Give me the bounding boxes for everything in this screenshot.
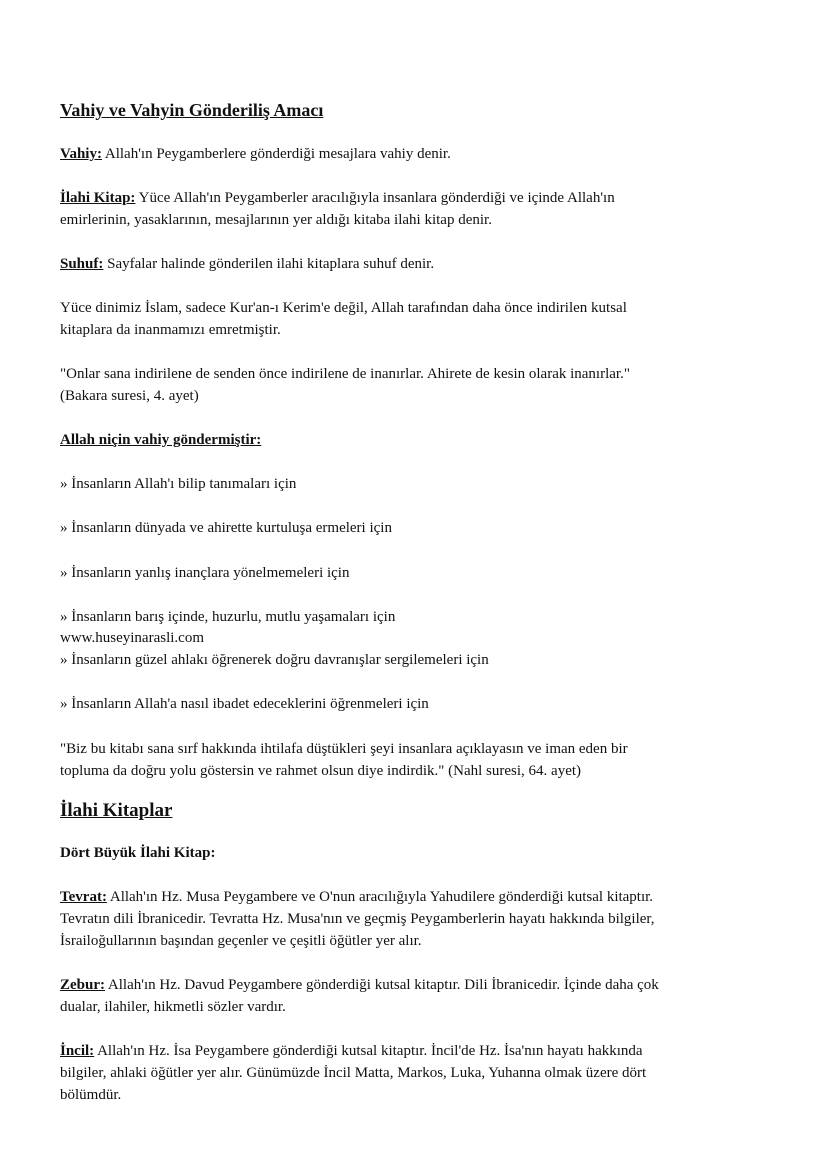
term-zebur: Zebur: [60,977,105,993]
book-tevrat-text: Allah'ın Hz. Musa Peygambere ve O'nun aracılığıyla Yahudilere gönderdiği kutsal kitaptır. [106,889,654,905]
book-zebur-text: Allah'ın Hz. Davud Peygambere gönderdiği kutsal kitaptır. Dili İbranicedir. İçinde daha çok [105,977,659,993]
book-zebur [60,975,659,995]
book-tevrat-line2: Tevratın dili İbranicedir. Tevratta Hz. Musa'nın ve geçmiş Peygamberlerin hayatı hakkında bilgiler, [60,911,655,927]
reason-item: » İnsanların Allah'ı bilip tanımaları için [60,476,297,492]
term-vahiy: Vahiy: [60,146,102,162]
reason-item: » İnsanların güzel ahlakı öğrenerek doğru davranışlar sergilemeleri için [60,652,489,668]
reason-item: » İnsanların barış içinde, huzurlu, mutlu yaşamaları için [60,609,396,625]
reason-item: » İnsanların yanlış inançlara yönelmemeleri için [60,565,350,581]
definition-vahiy [60,144,451,164]
book-tevrat [60,887,653,907]
book-incil-text: Allah'ın Hz. İsa Peygambere gönderdiği kutsal kitaptır. İncil'de Hz. İsa'nın hayatı hakkında [94,1043,643,1059]
book-zebur-line2: dualar, ilahiler, hikmetli sözler vardır. [60,999,286,1015]
definition-ilahi-kitap-text: Yüce Allah'ın Peygamberler aracılığıyla insanlara gönderdiği ve içinde Allah'ın [135,190,615,206]
reason-item: » İnsanların dünyada ve ahirette kurtuluşa ermeleri için [60,520,392,536]
page-title: Vahiy ve Vahyin Gönderiliş Amacı [60,100,324,120]
subheading-dort-buyuk: Dört Büyük İlahi Kitap: [60,845,216,861]
website-link[interactable]: www.huseyinarasli.com [60,630,204,646]
definition-vahiy-text: Allah'ın Peygamberlere gönderdiği mesajlara vahiy denir. [101,146,451,162]
islam-paragraph-line1: Yüce dinimiz İslam, sadece Kur'an-ı Kerim'e değil, Allah tarafından daha önce indirilen kutsal [60,300,627,316]
definition-ilahi-kitap-line2: emirlerinin, yasaklarının, mesajlarının yer aldığı kitaba ilahi kitap denir. [60,212,492,228]
quote-bakara-line1: "Onlar sana indirilene de senden önce indirilene de inanırlar. Ahirete de kesin olarak inanırlar." [60,366,630,382]
book-incil-line3: bölümdür. [60,1087,122,1103]
book-incil-line2: bilgiler, ahlaki öğütler yer alır. Günümüzde İncil Matta, Markos, Luka, Yuhanna olmak üzere dört [60,1065,647,1081]
quote-nahl-line2: topluma da doğru yolu göstersin ve rahmet olsun diye indirdik." (Nahl suresi, 64. ayet) [60,763,582,779]
term-tevrat: Tevrat: [60,889,107,905]
definition-ilahi-kitap [60,188,615,208]
term-incil: İncil: [60,1043,95,1059]
islam-paragraph-line2: kitaplara da inanmamızı emretmiştir. [60,322,281,338]
definition-suhuf-text: Sayfalar halinde gönderilen ilahi kitaplara suhuf denir. [103,256,435,272]
quote-nahl-line1: "Biz bu kitabı sana sırf hakkında ihtilafa düştükleri şeyi insanlara açıklayasın ve iman eden bir [60,741,628,757]
book-tevrat-line3: İsrailoğullarının başından geçenler ve çeşitli öğütler yer alır. [60,933,422,949]
quote-bakara-line2: (Bakara suresi, 4. ayet) [60,388,199,404]
reasons-heading: Allah niçin vahiy göndermiştir: [60,432,262,448]
reason-item: » İnsanların Allah'a nasıl ibadet edeceklerini öğrenmeleri için [60,696,429,712]
section-title-ilahi-kitaplar: İlahi Kitaplar [60,800,173,821]
term-suhuf: Suhuf: [60,256,104,272]
term-ilahi-kitap: İlahi Kitap: [60,190,136,206]
book-incil [60,1041,643,1061]
definition-suhuf [60,254,434,274]
